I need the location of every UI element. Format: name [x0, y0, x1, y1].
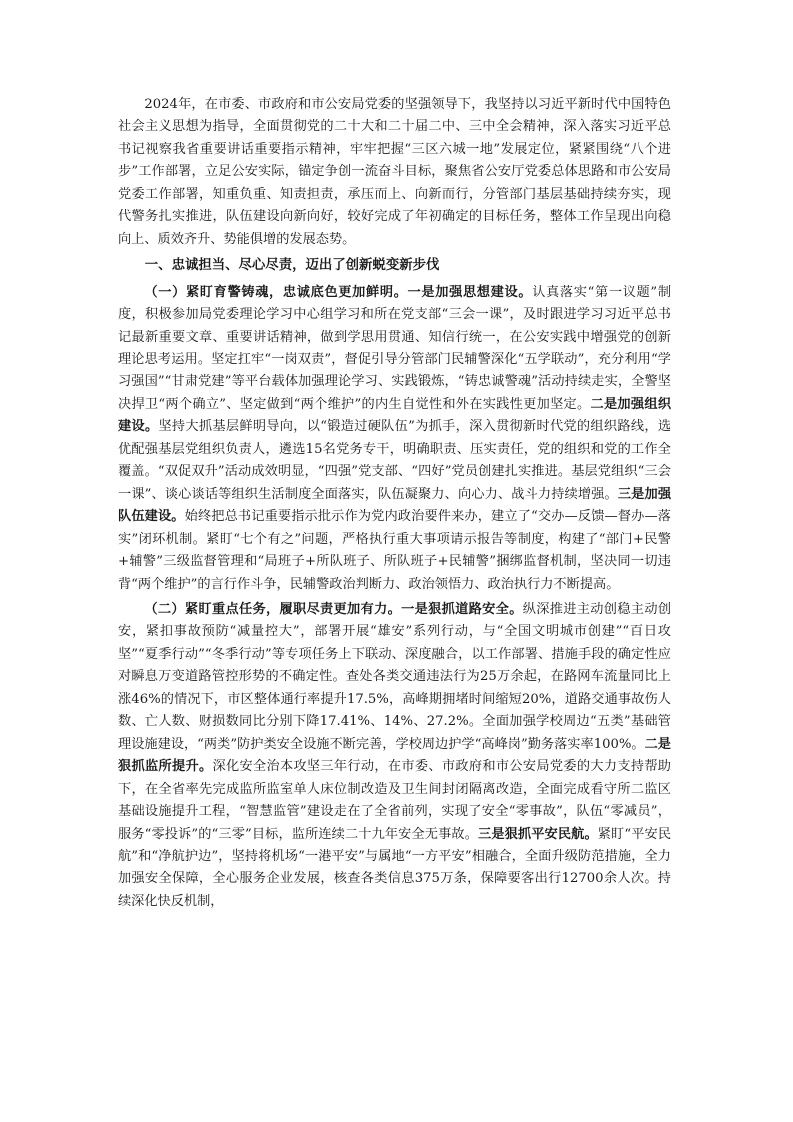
section-heading-1: 一、忠诚担当、尽心尽责，迈出了创新蜕变新步伐 [144, 258, 440, 274]
key-point-2-2: 二是狠抓监所提升。 [118, 736, 671, 775]
paragraph-loyalty [118, 282, 671, 596]
body-text-1-3: 始终把总书记重要指示批示作为党内政治要件来办，建立了“交办—反馈—督办—落实”闭环机制。紧盯“七个有之”问题，严格执行重大事项请示报告等制度，构建了“部门+民警+辅警”三级监督管理和“局班子+所队班子、所队班子+民辅警”捆绑监督机制，坚决同一切违背“两个维护”的言行作斗争，民辅警政治判断力、政治领悟力、政治执行力不断提高。 [118, 509, 671, 592]
paragraph-tasks [118, 599, 671, 913]
body-text-2-1: 纵深推进主动创稳主动创安，紧扣事故预防“减量控大”，部署开展“雄安”系列行动，与“全国文明城市创建”“百日攻坚”“夏季行动”“冬季行动”等专项任务上下联动、深度融合，以工作部署、措施手段的确定性应对瞬息万变道路管控形势的不确定性。查处各类交通违法行为25万余起，在路网车流量同比上涨46%的情况下，市区整体通行率提升17.5%，高峰期拥堵时间缩短20%，道路交通事故伤人数、亡人数、财损数同比分别下降17.41%、14%、27.2%。全面加强学校周边“五类”基础管理设施建设，“两类”防护类安全设施不断完善，学校周边护学“高峰岗”勤务落实率100%。 [118, 601, 672, 752]
key-point-1-2: 二是加强组织建设。 [118, 396, 672, 435]
key-point-2-3: 三是狠抓平安民航。 [478, 826, 598, 842]
body-text-2-3: 紧盯“平安民航”和“净航护边”，坚持将机场“一港平安”与属地“一方平安”相融合，全面升级防范措施，全力加强安全保障，全心服务企业发展，核查各类信息375万条，保障要客出行12700余人次。持续深化快反机制， [118, 826, 672, 909]
body-text-1-2: 坚持大抓基层鲜明导向，以“锻造过硬队伍”为抓手，深入贯彻新时代党的组织路线，选优配强基层党组织负责人，遴选15名党务专干，明确职责、压实责任，党的组织和党的工作全覆盖。“双促双升”活动成效明显，“四强”党支部、“四好”党员创建扎实推进。基层党组织“三会一课”、谈心谈话等组织生活制度全面落实，队伍凝聚力、向心力、战斗力持续增强。 [118, 419, 672, 502]
sub-heading-1: （一）紧盯育警铸魂，忠诚底色更加鲜明。 [144, 284, 408, 300]
body-text-1-1: 认真落实“第一议题”制度，积极参加局党委理论学习中心组学习和所在党支部“三会一课”，及时跟进学习习近平总书记最新重要文章、重要讲话精神，做到学思用贯通、知信行统一，在公安实践中增强党的创新理论思考运用。坚定扛牢“一岗双责”，督促引导分管部门民辅警深化“五学联动”，充分利用“学习强国”“甘肃党建”等平台载体加强理论学习、实践锻炼，“铸忠诚警魂”活动持续走实，全警坚决捍卫“两个确立”、坚定做到“两个维护”的内生自觉性和外在实践性更加坚定。 [118, 284, 672, 412]
body-text-2-2: 深化安全治本攻坚三年行动，在市委、市政府和市公安局党委的大力支持帮助下，在全省率先完成监所监室单人床位制改造及卫生间封闭隔离改造，全面完成看守所二监区基础设施提升工程，“智慧监管”建设走在了全省前列，实现了安全“零事故”，队伍“零减员”，服务“零投诉”的“三零”目标，监所连续二十九年安全无事故。 [118, 759, 671, 842]
document-page [118, 94, 671, 913]
sub-heading-2: （二）紧盯重点任务，履职尽责更加有力。 [144, 601, 402, 617]
key-point-1-1: 一是加强思想建设。 [407, 284, 533, 300]
key-point-2-1: 一是狠抓道路安全。 [401, 601, 523, 617]
key-point-1-3: 三是加强队伍建设。 [118, 486, 672, 525]
intro-paragraph: 2024年，在市委、市政府和市公安局党委的坚强领导下，我坚持以习近平新时代中国特色社会主义思想为指导，全面贯彻党的二十大和二十届二中、三中全会精神，深入落实习近平总书记视察我省重要讲话重要指示精神，牢牢把握“三区六城一地”发展定位，紧紧围绕“八个进步”工作部署，立足公安实际，锚定争创一流奋斗目标，聚焦省公安厅党委总体思路和市公安局党委工作部署，知重负重、知责担责，承压而上、向新而行，分管部门基层基础持续夯实，现代警务扎实推进，队伍建设向新向好，较好完成了年初确定的目标任务，整体工作呈现出向稳向上、质效齐升、势能俱增的发展态势。 [118, 97, 671, 247]
